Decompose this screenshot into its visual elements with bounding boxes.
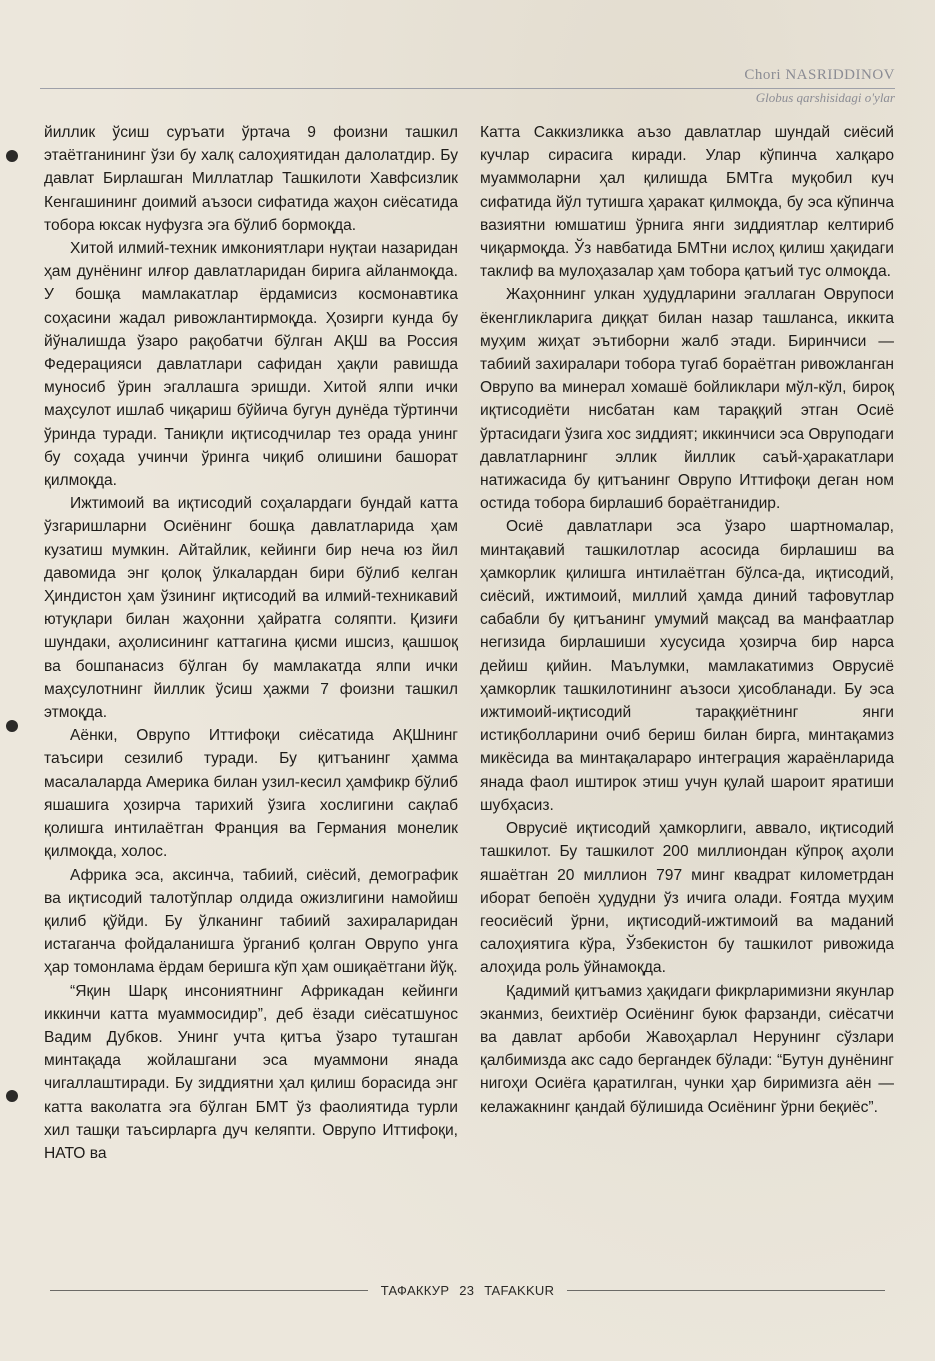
page-number: 23 bbox=[459, 1282, 475, 1298]
paragraph: Аёнки, Оврупо Иттифоқи сиёсатида АҚШнинг таъсири сезилиб туради. Бу қитъанинг ҳамма масалаларда Америка билан узил-кесил ҳамфикр бўлиб яшашига ҳозирча тарихий ўзига хослигини сақлаб қолишга интилаётган Франция ва Германия монелик қилмоқда, холос. bbox=[44, 727, 458, 861]
paragraph: Хитой илмий-техник имкониятлари нуқтаи назаридан ҳам дунёнинг илғор давлатларидан бирига айланмоқда. У бошқа мамлакатлар ёрдамисиз космонавтика соҳасини жадал ривожлантирмоқда. Ҳозирги кунда бу йўналишда ўзаро рақобатчи бўлган АҚШ ва Россия Федерацияси давлатлари сафидан ҳақли равишда муносиб ўрин эгаллашга эришди. Хитой ялпи ички маҳсулот ишлаб чиқариш бўйича бугун дунёда тўртинчи ўринда туради. Таниқли иқтисодчилар тез орада унинг бу соҳада учинчи ўринга чиқиб олишини башорат қилмоқда. bbox=[44, 240, 458, 490]
paragraph: Оврусиё иқтисодий ҳамкорлиги, аввало, иқтисодий ташкилот. Бу ташкилот 200 миллиондан кўпроқ аҳоли яшаётган 20 миллион 797 минг квадрат километрдан иборат бепоён ҳудудни ўз ичига олади. Ғоятда муҳим геосиёсий ўрни, иқтисодий-ижтимоий ва маданий салоҳиятига кўра, Ўзбекистон бу ташкилот ривожида алоҳида роль ўйнамоқда. bbox=[480, 820, 894, 977]
paragraph: Ижтимоий ва иқтисодий соҳалардаги бундай катта ўзгаришларни Осиёнинг бошқа давлатларида ҳам кузатиш мумкин. Айтайлик, кейинги бир неча юз йил давомида энг қолоқ ўлкалардан бири бўлиб келган Ҳиндистон ҳам ўзининг иқтисодий ва илмий-техникавий ютуқлари билан жаҳонни ҳайратга соляпти. Қизиғи шундаки, аҳолисининг каттагина қисми ишсиз, қашшоқ ва бошпанасиз бўлган бу мамлакатда ялпи ички маҳсулотнинг йиллик ўсиш ҳажми 7 фоизни ташкил этмоқда. bbox=[44, 495, 458, 722]
header-subtitle: Globus qarshisidagi o'ylar bbox=[755, 90, 895, 105]
punch-hole-icon bbox=[6, 1090, 18, 1102]
footer-title-latin: TAFAKKUR bbox=[484, 1282, 555, 1298]
header-author: Chori NASRIDDINOV bbox=[744, 67, 895, 83]
paragraph: Қадимий қитъамиз ҳақидаги фикрларимизни якунлар эканмиз, беихтиёр Осиёнинг буюк фарзанди, сиёсатчи ва давлат арбоби Жавоҳарлал Нерунинг сўзлари қалбимизда акс садо бергандек бўлади: “Бутун дунёнинг нигоҳи Осиёга қаратилган, чунки ҳар биримизга аён — келажакнинг қандай бўлишида Осиёнинг ўрни беқиёс”. bbox=[480, 982, 894, 1116]
footer-label bbox=[378, 1283, 558, 1298]
paragraph: “Яқин Шарқ инсониятнинг Африкадан кейинги иккинчи катта муаммосидир”, деб ёзади сиёсатшунос Вадим Дубков. Унинг учта қитъа ўзаро туташган минтақада жойлашгани эса муаммони янада чигаллаштиради. Бу зиддиятни ҳал қилиш борасида энг катта ваколатга эга бўлган БМТ ўз фаолиятида турли хил ташқи таъсирларга дуч келяпти. Оврупо Иттифоқи, НАТО ва bbox=[44, 982, 458, 1162]
paragraph: Катта Саккизликка аъзо давлатлар шундай сиёсий кучлар сирасига киради. Улар кўпинча халқаро муаммоларни ҳал қилишда БМТга муқобил куч сифатида йўл тутишга ҳаракат қилмоқда, бу эса кўпинча вазиятни юмшатиш ўрнига янги зиддиятлар келтириб чиқармоқда. Ўз навбатида БМТни ислоҳ қилиш ҳақидаги таклиф ва мулоҳазалар ҳам тобора қатъий тус олмоқда. bbox=[480, 124, 894, 281]
paragraph: Осиё давлатлари эса ўзаро шартномалар, минтақавий ташкилотлар асосида бирлашиш ва ҳамкорлик қилишга интилаётган бўлса-да, иқтисодий, сиёсий, ижтимоий, миллий ҳамда диний тафовутлар сабабли бу қитъанинг умумий мақсад ва манфаатлар негизида бирлашиши хусусида ҳозирча бир нарса дейиш қийин. Маълумки, мамлакатимиз Оврусиё ҳамкорлик ташкилотининг аъзоси ҳисобланади. Бу эса ижтимоий-иқтисодий тараққиётнинг янги истиқболларини очиб бериш билан бирга, минтақамиз микёсида ва минтақалараро интеграция жараёнларида янада фаол иштирок этиш учун қулай шароит яратиши шубҳасиз. bbox=[480, 518, 894, 814]
running-footer bbox=[40, 1280, 895, 1300]
paragraph: Жаҳоннинг улкан ҳудудларини эгаллаган Оврупоси ёкенгликларига диққат билан назар ташланса, иккита муҳим жиҳат эътиборни жалб этади. Биринчиси — табиий захиралари тобора тугаб бораётган ривожланган Оврупо ва минерал хомашё бойликлари мўл-кўл, бироқ иқтисодиёти нисбатан кам тараққий этган Осиё ўртасидаги ўзига хос зиддият; иккинчиси эса Овруподаги давлатларнинг эллик йиллик саъй-ҳаракатлари натижасида бу қитъанинг Оврупо Иттифоқи деган ном остида тобора бирлашиб бораётганидир. bbox=[480, 286, 894, 513]
punch-hole-icon bbox=[6, 720, 18, 732]
header-rule bbox=[40, 88, 895, 89]
running-header bbox=[40, 66, 895, 110]
left-column bbox=[44, 121, 458, 1165]
right-column bbox=[480, 121, 894, 1119]
paragraph: йиллик ўсиш суръати ўртача 9 фоизни ташкил этаётганининг ўзи бу халқ салоҳиятидан далолатдир. Бу давлат Бирлашган Миллатлар Ташкилоти Хавфсизлик Кенгашининг доимий аъзоси сифатида жаҳон сиёсатида тобора юксак нуфузга эга бўлиб бормоқда. bbox=[44, 124, 458, 234]
footer-rule bbox=[50, 1290, 368, 1291]
footer-title-cyrillic: ТАФАККУР bbox=[380, 1282, 450, 1298]
paragraph: Африка эса, аксинча, табиий, сиёсий, демографик ва иқтисодий талотўплар олдида ожизлигини намойиш қилиб қўйди. Бу ўлканинг табиий захираларидан истаганча фойдаланишга ўрганиб қолган Оврупо унга ҳар томонлама ёрдам беришга кўп ҳам ошиқаётгани йўқ. bbox=[44, 866, 458, 977]
footer-rule bbox=[567, 1290, 885, 1291]
punch-hole-icon bbox=[6, 150, 18, 162]
